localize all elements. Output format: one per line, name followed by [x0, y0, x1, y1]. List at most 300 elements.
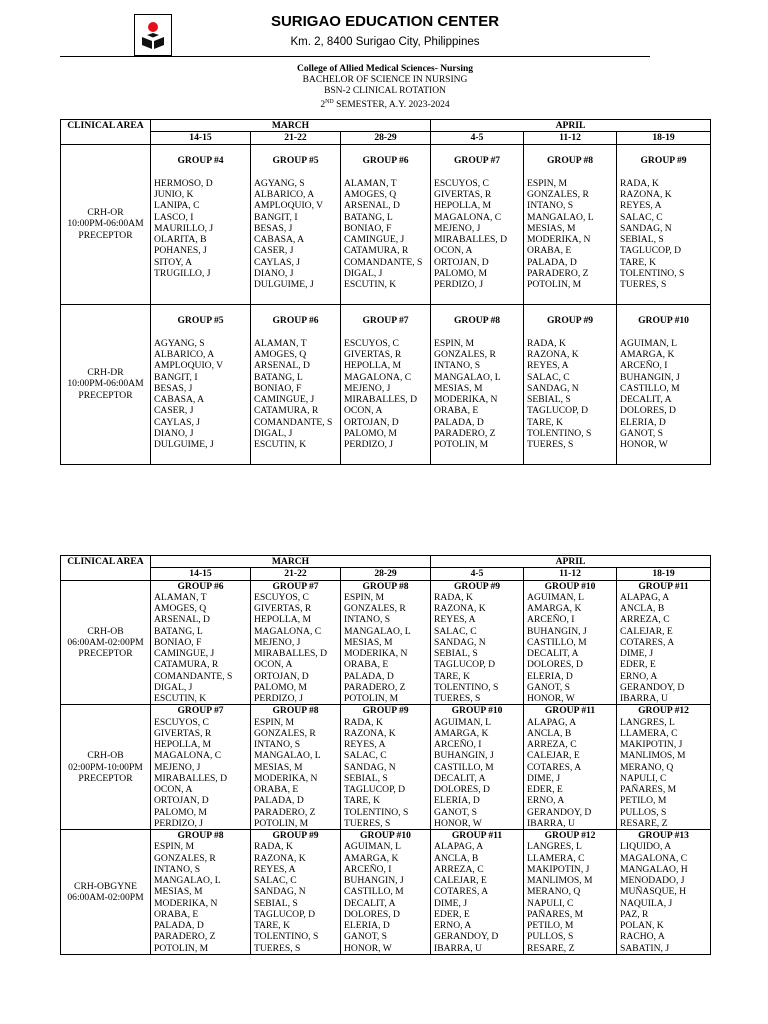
- student-name: TARE, K: [620, 256, 657, 268]
- college-name: College of Allied Medical Sciences- Nursing: [297, 64, 473, 74]
- program-name: BACHELOR OF SCIENCE IN NURSING: [302, 75, 468, 85]
- student-name: DOLORES, D: [527, 659, 583, 671]
- student-name: PAZ, R: [620, 908, 649, 920]
- student-name: BATANG, L: [154, 625, 203, 637]
- student-name: POTOLIN, M: [344, 693, 399, 704]
- student-name: TRUGILLO, J: [154, 267, 211, 279]
- student-name: GIVERTAS, R: [344, 349, 402, 360]
- student-name: MIRABALLES, D: [154, 772, 228, 784]
- student-name: TAGLUCOP, D: [527, 405, 589, 417]
- cell-spacer: [620, 305, 707, 315]
- student-name: GIVERTAS, R: [154, 727, 212, 739]
- student-name: OCON, A: [154, 784, 193, 795]
- student-name: ERNO, A: [434, 920, 472, 931]
- student-name: ANCLA, B: [620, 603, 665, 614]
- student-name: ALAMAN, T: [254, 337, 307, 349]
- student-name: POTOLIN, M: [434, 439, 489, 450]
- rotation-title: BSN-2 CLINICAL ROTATION: [324, 86, 446, 96]
- group-cell: [431, 705, 524, 830]
- student-name: MODERIKA, N: [154, 897, 218, 909]
- student-name: TARE, K: [254, 920, 291, 931]
- student-name: HEPOLLA, M: [434, 200, 492, 212]
- clinical-area-cell: [61, 304, 151, 464]
- student-name: CAMINGUE, J: [154, 648, 215, 659]
- student-name: MENODADO, J: [620, 875, 685, 886]
- student-name: RADA, K: [434, 591, 473, 603]
- student-name: AMARGA, K: [344, 852, 399, 864]
- student-name: POTOLIN, M: [154, 942, 209, 954]
- cell-spacer: [527, 326, 613, 338]
- student-name: ORTOJAN, D: [434, 256, 489, 268]
- student-name: MAGALONA, C: [344, 371, 412, 383]
- student-name: PERDIZO, J: [254, 693, 304, 704]
- student-name: RADA, K: [254, 841, 293, 853]
- student-name: ESPIN, M: [434, 337, 474, 349]
- date-header: 28-29: [341, 568, 431, 580]
- student-name: TOLENTINO, S: [254, 931, 319, 943]
- student-name: MESIAS, M: [344, 636, 393, 648]
- student-name: PALOMO, M: [434, 267, 487, 279]
- student-name: PERDIZO, J: [154, 817, 204, 829]
- student-name: ARCEÑO, I: [620, 360, 668, 372]
- student-name: HEPOLLA, M: [154, 739, 212, 750]
- student-name: SEBIAL, S: [344, 772, 388, 784]
- student-name: PALADA, D: [434, 416, 484, 428]
- student-name: NAPULI, C: [620, 772, 667, 784]
- student-name: AGUIMAN, L: [527, 591, 585, 603]
- group-title: GROUP #7: [362, 314, 409, 326]
- group-title: GROUP #7: [453, 154, 501, 166]
- cell-spacer: [154, 166, 247, 178]
- student-name: ELERIA, D: [620, 416, 666, 428]
- student-name: CASER, J: [154, 405, 194, 417]
- date-header: 14-15: [151, 568, 251, 580]
- student-name: MANGALAO, L: [154, 875, 221, 886]
- student-name: IBARRA, U: [527, 817, 575, 829]
- cell-spacer: [344, 305, 427, 315]
- student-name: ORABA, E: [344, 659, 389, 671]
- student-name: GERANDOY, D: [527, 806, 592, 818]
- student-name: GIVERTAS, R: [254, 603, 312, 614]
- student-name: SANDAG, N: [620, 222, 672, 234]
- group-cell: [524, 830, 617, 955]
- semester-line: 2ND SEMESTER, A.Y. 2023-2024: [320, 99, 450, 111]
- student-name: ESCUTIN, K: [344, 279, 397, 290]
- student-name: PARADERO, Z: [254, 806, 316, 818]
- student-name: RADA, K: [344, 716, 383, 728]
- cell-spacer: [254, 326, 337, 338]
- student-name: AMARGA, K: [620, 349, 675, 360]
- student-name: BESAS, J: [254, 222, 293, 234]
- student-name: LANIPA, C: [154, 200, 200, 212]
- student-name: BONIAO, F: [254, 382, 302, 394]
- student-name: DULGUIME, J: [254, 279, 314, 290]
- student-name: GONZALES, R: [154, 852, 216, 864]
- student-name: INTANO, S: [154, 863, 201, 875]
- student-name: MODERIKA, N: [344, 648, 408, 659]
- student-name: ESPIN, M: [344, 591, 384, 603]
- group-cell: [151, 580, 251, 705]
- student-name: DIANO, J: [154, 427, 194, 439]
- student-name: RADA, K: [620, 177, 659, 189]
- student-name: POTOLIN, M: [254, 817, 309, 829]
- date-header: 11-12: [524, 568, 617, 580]
- student-name: PARADERO, Z: [154, 931, 216, 943]
- student-name: ELERIA, D: [344, 920, 390, 931]
- student-name: DIGAL, J: [154, 681, 193, 693]
- student-name: INTANO, S: [254, 739, 301, 750]
- student-name: RAZONA, K: [620, 189, 672, 200]
- student-name: MODERIKA, N: [254, 772, 318, 784]
- student-name: SITOY, A: [154, 256, 193, 268]
- student-name: NAPULI, C: [527, 897, 574, 909]
- group-title: GROUP #11: [451, 830, 503, 841]
- student-name: ARSENAL, D: [344, 200, 400, 212]
- student-name: ESCUTIN, K: [254, 439, 307, 450]
- student-name: DECALIT, A: [620, 394, 672, 405]
- student-name: PARADERO, Z: [527, 267, 589, 279]
- student-name: GANOT, S: [527, 681, 571, 693]
- student-name: ALBARICO, A: [254, 189, 315, 200]
- group-title: GROUP #10: [638, 314, 689, 326]
- group-cell: [617, 830, 711, 955]
- student-name: AGYANG, S: [254, 177, 305, 189]
- student-name: ANCLA, B: [434, 852, 479, 864]
- student-name: ALAPAG, A: [620, 591, 670, 603]
- student-name: MAURILLO, J: [154, 222, 214, 234]
- student-name: ESPIN, M: [154, 841, 194, 853]
- group-cell: [617, 144, 711, 304]
- group-cell: [524, 580, 617, 705]
- student-name: CAMINGUE, J: [344, 234, 405, 245]
- student-name: MODERIKA, N: [527, 234, 591, 245]
- student-name: CASTILLO, M: [344, 886, 404, 898]
- student-name: OCON, A: [254, 659, 293, 671]
- student-name: REYES, A: [620, 200, 662, 212]
- student-name: SANDAG, N: [254, 886, 306, 898]
- student-name: HERMOSO, D: [154, 177, 213, 189]
- student-name: INTANO, S: [344, 614, 391, 626]
- student-name: SALAC, C: [620, 211, 663, 223]
- student-name: MIRABALLES, D: [254, 648, 328, 659]
- student-name: MEJENO, J: [254, 636, 301, 648]
- student-name: CALEJAR, E: [620, 625, 673, 637]
- student-name: CAYLAS, J: [254, 256, 301, 268]
- student-name: TUERES, S: [434, 693, 481, 704]
- student-name: LANGRES, L: [527, 841, 582, 853]
- student-name: ALAPAG, A: [527, 716, 577, 728]
- student-name: COTARES, A: [620, 636, 675, 648]
- date-header: 21-22: [251, 132, 341, 144]
- student-name: REYES, A: [434, 614, 476, 626]
- student-name: MANLIMOS, M: [620, 750, 686, 762]
- student-name: SALAC, C: [254, 875, 297, 886]
- student-name: ESPIN, M: [527, 177, 567, 189]
- student-name: JUNIO, K: [154, 189, 194, 200]
- group-title: GROUP #9: [272, 830, 319, 841]
- clinical-area-line: PRECEPTOR: [78, 772, 133, 784]
- month-header-april: APRIL: [431, 120, 711, 132]
- group-cell: [617, 705, 711, 830]
- student-name: RAZONA, K: [527, 349, 579, 360]
- student-name: BATANG, L: [254, 371, 303, 383]
- date-header: 18-19: [617, 568, 711, 580]
- student-name: TOLENTINO, S: [620, 267, 685, 279]
- student-name: COMANDANTE, S: [254, 416, 333, 428]
- student-name: BATANG, L: [344, 211, 393, 223]
- student-name: MANGALAO, L: [344, 625, 411, 637]
- student-name: OCON, A: [434, 245, 473, 257]
- student-name: CALEJAR, E: [434, 875, 487, 886]
- cell-spacer: [620, 166, 707, 178]
- cell-spacer: [620, 326, 707, 338]
- student-name: GANOT, S: [344, 931, 387, 943]
- student-name: ESPIN, M: [254, 716, 294, 728]
- date-header: 21-22: [251, 568, 341, 580]
- student-name: PERDIZO, J: [344, 439, 394, 450]
- student-name: MAGALONA, C: [620, 852, 688, 864]
- group-cell: [251, 580, 341, 705]
- student-name: ERNO, A: [527, 795, 565, 807]
- student-name: ALAMAN, T: [344, 177, 397, 189]
- student-name: SANDAG, N: [344, 761, 396, 773]
- student-name: BONIAO, F: [154, 636, 202, 648]
- student-name: PULLOS, S: [527, 931, 574, 943]
- student-name: BANGIT, I: [254, 211, 298, 223]
- student-name: INTANO, S: [434, 360, 481, 372]
- cell-spacer: [344, 166, 427, 178]
- group-cell: [431, 830, 524, 955]
- student-name: MAKIPOTIN, J: [620, 739, 683, 750]
- student-name: MERANO, Q: [620, 761, 674, 773]
- group-title: GROUP #8: [272, 705, 319, 717]
- group-cell: [151, 144, 251, 304]
- group-title: GROUP #6: [177, 580, 224, 592]
- group-cell: [251, 304, 341, 464]
- student-name: DOLORES, D: [434, 784, 490, 795]
- group-cell: [431, 144, 524, 304]
- student-name: SEBIAL, S: [254, 897, 298, 909]
- student-name: PULLOS, S: [620, 806, 667, 818]
- student-name: INTANO, S: [527, 200, 574, 212]
- student-name: DOLORES, D: [620, 405, 676, 417]
- group-title: GROUP #9: [640, 154, 687, 166]
- group-cell: [151, 304, 251, 464]
- student-name: MESIAS, M: [154, 886, 203, 898]
- student-name: MERANO, Q: [527, 886, 581, 898]
- group-title: GROUP #6: [362, 154, 409, 166]
- group-cell: [524, 144, 617, 304]
- group-title: GROUP #9: [453, 580, 501, 592]
- student-name: ORTOJAN, D: [154, 795, 209, 807]
- student-name: PARADERO, Z: [344, 681, 406, 693]
- group-cell: [617, 304, 711, 464]
- student-name: MESIAS, M: [527, 222, 576, 234]
- student-name: TOLENTINO, S: [527, 427, 592, 439]
- student-name: TAGLUCOP, D: [434, 659, 496, 671]
- clinical-area-line: CRH-OR: [87, 207, 124, 219]
- student-name: CASER, J: [254, 245, 294, 257]
- clinical-area-line: 06:00AM-02:00PM: [67, 636, 144, 648]
- school-address: Km. 2, 8400 Surigao City, Philippines: [290, 36, 480, 48]
- group-title: GROUP #8: [362, 580, 409, 592]
- group-title: GROUP #8: [177, 830, 224, 841]
- student-name: CASTILLO, M: [620, 382, 680, 394]
- student-name: MUÑASQUE, H: [620, 886, 687, 898]
- group-title: GROUP #7: [177, 705, 224, 717]
- month-header-march: MARCH: [151, 120, 431, 132]
- student-name: TUERES, S: [527, 439, 574, 450]
- student-name: SEBIAL, S: [527, 394, 571, 405]
- cell-spacer: [434, 305, 520, 315]
- student-name: GERANDOY, D: [620, 681, 685, 693]
- group-title: GROUP #5: [177, 314, 224, 326]
- student-name: MEJENO, J: [434, 222, 481, 234]
- date-header: 11-12: [524, 132, 617, 144]
- group-cell: [341, 144, 431, 304]
- month-header-march: MARCH: [151, 556, 431, 568]
- student-name: LANGRES, L: [620, 716, 675, 728]
- clinical-area-cell: [61, 144, 151, 304]
- student-name: HONOR, W: [344, 942, 392, 954]
- student-name: MANGALAO, H: [620, 863, 688, 875]
- date-header: 18-19: [617, 132, 711, 144]
- month-header-april: APRIL: [431, 556, 711, 568]
- clinical-area-cell: [61, 580, 151, 705]
- student-name: COMANDANTE, S: [344, 256, 423, 268]
- student-name: SALAC, C: [344, 750, 387, 762]
- date-header: 14-15: [151, 132, 251, 144]
- student-name: DULGUIME, J: [154, 439, 214, 450]
- student-name: ESCUYOS, C: [154, 716, 209, 728]
- student-name: GONZALES, R: [254, 727, 316, 739]
- cell-spacer: [620, 145, 707, 155]
- clinical-area-line: PRECEPTOR: [78, 389, 133, 401]
- student-name: EDER, E: [434, 908, 470, 920]
- cell-spacer: [434, 145, 520, 155]
- clinical-area-cell: [61, 830, 151, 955]
- student-name: CATAMURA, R: [254, 405, 319, 417]
- cell-spacer: [254, 145, 337, 155]
- student-name: ARCEÑO, I: [434, 739, 482, 750]
- student-name: ESCUTIN, K: [154, 693, 207, 704]
- clinical-area-line: PRECEPTOR: [78, 229, 133, 241]
- student-name: TUERES, S: [620, 279, 667, 290]
- group-title: GROUP #13: [638, 830, 689, 841]
- student-name: TARE, K: [527, 416, 564, 428]
- student-name: DIME, J: [527, 772, 561, 784]
- student-name: PERDIZO, J: [434, 279, 484, 290]
- student-name: SANDAG, N: [527, 382, 579, 394]
- group-cell: [341, 580, 431, 705]
- student-name: PETILO, M: [527, 920, 574, 931]
- student-name: AGUIMAN, L: [620, 337, 678, 349]
- student-name: ALBARICO, A: [154, 349, 215, 360]
- cell-spacer: [154, 145, 247, 155]
- student-name: MANGALAO, L: [527, 211, 594, 223]
- student-name: CAMINGUE, J: [254, 394, 315, 405]
- header-rule: [60, 56, 650, 57]
- student-name: MODERIKA, N: [434, 394, 498, 405]
- date-header: 4-5: [431, 132, 524, 144]
- student-name: PALADA, D: [254, 795, 304, 807]
- student-name: SEBIAL, S: [620, 234, 664, 245]
- student-name: GANOT, S: [434, 806, 478, 818]
- student-name: POLAN, K: [620, 920, 664, 931]
- cell-spacer: [254, 305, 337, 315]
- group-cell: [251, 830, 341, 955]
- group-cell: [341, 830, 431, 955]
- student-name: ANCLA, B: [527, 727, 572, 739]
- group-cell: [431, 580, 524, 705]
- student-name: DOLORES, D: [344, 908, 400, 920]
- student-name: MEJENO, J: [154, 761, 201, 773]
- student-name: RACHO, A: [620, 931, 665, 943]
- student-name: ALAPAG, A: [434, 841, 484, 853]
- student-name: BESAS, J: [154, 382, 193, 394]
- student-name: DECALIT, A: [527, 648, 579, 659]
- student-name: SALAC, C: [527, 371, 570, 383]
- rotation-table-1: [60, 119, 711, 465]
- clinical-area-line: CRH-OB: [87, 625, 124, 637]
- student-name: RAZONA, K: [344, 727, 396, 739]
- student-name: OCON, A: [344, 405, 383, 417]
- clinical-area-header: CLINICAL AREA: [61, 556, 151, 581]
- student-name: NAQUILA, J: [620, 897, 673, 909]
- student-name: REYES, A: [527, 360, 569, 372]
- student-name: TAGLUCOP, D: [344, 784, 406, 795]
- student-name: PALOMO, M: [254, 681, 307, 693]
- student-name: DECALIT, A: [434, 772, 486, 784]
- student-name: REYES, A: [344, 739, 386, 750]
- student-name: SEBIAL, S: [434, 648, 478, 659]
- clinical-area-line: 10:00PM-06:00AM: [67, 378, 144, 390]
- student-name: ORABA, E: [254, 784, 299, 795]
- student-name: TAGLUCOP, D: [254, 908, 316, 920]
- student-name: PALADA, D: [154, 920, 204, 931]
- student-name: REYES, A: [254, 863, 296, 875]
- student-name: MAGALONA, C: [434, 211, 502, 223]
- cell-spacer: [434, 166, 520, 178]
- student-name: HEPOLLA, M: [254, 614, 312, 626]
- student-name: MEJENO, J: [344, 382, 391, 394]
- student-name: BUHANGIN, J: [620, 371, 680, 383]
- student-name: BUHANGIN, J: [527, 625, 587, 637]
- student-name: CASTILLO, M: [527, 636, 587, 648]
- school-name: SURIGAO EDUCATION CENTER: [270, 13, 500, 30]
- date-header: 28-29: [341, 132, 431, 144]
- student-name: AMOGES, Q: [344, 189, 397, 200]
- clinical-area-line: 06:00AM-02:00PM: [67, 891, 144, 903]
- group-cell: [341, 705, 431, 830]
- student-name: RESARE, Z: [527, 942, 575, 954]
- clinical-area-line: CRH-OB: [87, 750, 124, 762]
- student-name: OLARITA, B: [154, 234, 207, 245]
- student-name: LASCO, I: [154, 211, 194, 223]
- student-name: ARCEÑO, I: [527, 614, 575, 626]
- student-name: ERNO, A: [620, 670, 658, 682]
- student-name: ARREZA, C: [434, 863, 484, 875]
- student-name: TARE, K: [434, 670, 471, 682]
- student-name: ARSENAL, D: [154, 614, 210, 626]
- cell-spacer: [344, 326, 427, 338]
- cell-spacer: [527, 305, 613, 315]
- student-name: MAGALONA, C: [254, 625, 322, 637]
- student-name: CAYLAS, J: [154, 416, 201, 428]
- student-name: POTOLIN, M: [527, 279, 582, 290]
- group-cell: [524, 304, 617, 464]
- student-name: MAKIPOTIN, J: [527, 863, 590, 875]
